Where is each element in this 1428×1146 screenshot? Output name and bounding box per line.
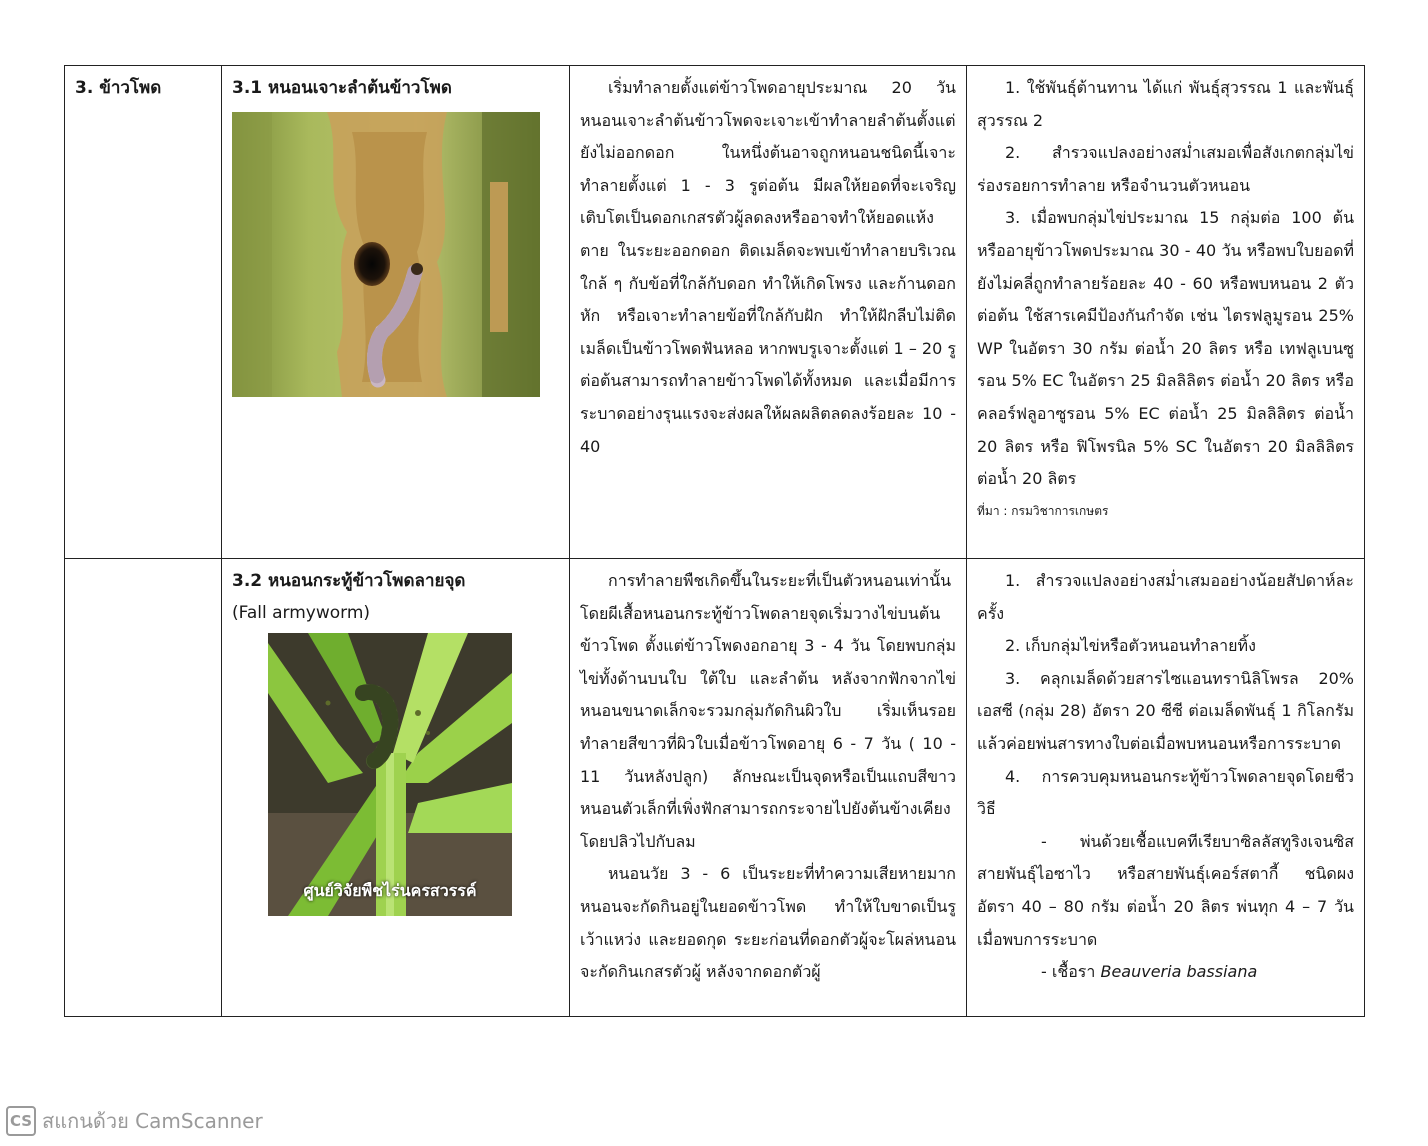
damage-description: เริ่มทำลายตั้งแต่ข้าวโพดอายุประมาณ 20 วัน หนอนเจาะลำต้นข้าวโพดจะเจาะเข้าทำลายลำต้นตั้งแต่ยังไม่ออกดอก ในหนึ่งต้นอาจถูกหนอนชนิดนี้เจาะทำลายตั้งแต่ 1 - 3 รูต่อต้น มีผลให้ยอดที่จะเจริญเติบโตเป็นดอกเกสรตัวผู้ลดลงหรืออาจทำให้ยอดแห้งตาย ในระยะออกดอก ติดเมล็ดจะพบเข้าทำลายบริเวณใกล้ ๆ กับข้อที่ใกล้กับดอก ทำให้เกิดโพรง และก้านดอกหัก หรือเจาะทำลายข้อที่ใกล้กับฝัก ทำให้ฝักลีบไม่ติดเมล็ดเป็นข้าวโพดฟันหลอ หากพบรูเจาะตั้งแต่ 1 – 20 รูต่อต้นสามารถทำลายข้าวโพดได้ทั้งหมด และเมื่อมีการระบาดอย่างรุนแรงจะส่งผลให้ผลผลิตลดลงร้อยละ 10 - 40 — [580, 78, 956, 456]
control-step: 3. คลุกเมล็ดด้วยสารไซแอนทรานิลิโพรล 20% เอสซี (กลุ่ม 28) อัตรา 20 ซีซี ต่อเมล็ดพันธุ์ 1 กิโลกรัม แล้วค่อยพ่นสารทางใบต่อเมื่อพบหนอนหรือการระบาด — [977, 668, 1354, 753]
fungus-scientific-name: Beauveria bassiana — [1100, 962, 1258, 982]
crop-cell — [65, 66, 222, 559]
pest-name-english: (Fall armyworm) — [232, 603, 371, 623]
source-note: ที่มา : กรมวิชาการเกษตร — [977, 503, 1109, 518]
damage-cell — [570, 66, 967, 559]
control-step: 2. เก็บกลุ่มไข่หรือตัวหนอนทำลายทิ้ง — [1005, 636, 1256, 656]
control-sub-step-fungus — [977, 956, 1354, 989]
control-step: 4. การควบคุมหนอนกระทู้ข้าวโพดลายจุดโดยชีววิธี — [977, 766, 1354, 819]
damage-paragraph: หนอนวัย 3 - 6 เป็นระยะที่ทำความเสียหายมาก หนอนจะกัดกินอยู่ในยอดข้าวโพด ทำให้ใบขาดเป็นรู เว้าแหว่ง และยอดกุด ระยะก่อนที่ดอกตัวผู้จะโผล่หนอนจะกัดกินเกสรตัวผู้ หลังจากดอกตัวผู้ — [580, 864, 956, 982]
crop-name: 3. ข้าวโพด — [75, 78, 162, 98]
control-step: 3. เมื่อพบกลุ่มไข่ประมาณ 15 กลุ่มต่อ 100 ต้น หรืออายุข้าวโพดประมาณ 30 - 40 วัน หรือพบใบยอดที่ยังไม่คลี่ถูกทำลายร้อยละ 40 - 60 หรือพบหนอน 2 ตัวต่อต้น ใช้สารเคมีป้องกันกำจัด เช่น ไตรฟลูมูรอน 25% WP ในอัตรา 30 กรัม ต่อน้ำ 20 ลิตร หรือ เทฟลูเบนซูรอน 5% EC ในอัตรา 25 มิลลิลิตร ต่อน้ำ 20 ลิตร หรือ คลอร์ฟลูอาซูรอน 5% EC ต่อน้ำ 25 มิลลิลิตร ต่อน้ำ 20 ลิตร หรือ ฟิโพรนิล 5% SC ในอัตรา 20 มิลลิลิตร ต่อน้ำ 20 ลิตร — [977, 208, 1354, 489]
photo-caption: ศูนย์วิจัยพืชไร่นครสวรรค์ — [303, 881, 477, 900]
pest-name: 3.2 หนอนกระทู้ข้าวโพดลายจุด — [232, 571, 466, 591]
control-step: 1. ใช้พันธุ์ต้านทาน ได้แก่ พันธุ์สุวรรณ 1 และพันธุ์สุวรรณ 2 — [977, 78, 1354, 130]
camscanner-footer — [6, 1105, 263, 1137]
pest-control-table — [64, 65, 1365, 1017]
crop-cell-empty — [65, 559, 222, 1017]
camscanner-text: สแกนด้วย CamScanner — [42, 1109, 263, 1133]
control-step: 2. สำรวจแปลงอย่างสม่ำเสมอเพื่อสังเกตกลุ่มไข่ ร่องรอยการทำลาย หรือจำนวนตัวหนอน — [977, 143, 1354, 195]
pest-name: 3.1 หนอนเจาะลำต้นข้าวโพด — [232, 78, 452, 98]
damage-cell — [570, 559, 967, 1017]
table-row — [65, 66, 1365, 559]
control-sub-step: - พ่นด้วยเชื้อแบคทีเรียบาซิลลัสทูริงเจนซิส สายพันธุ์ไอซาไว หรือสายพันธุ์เคอร์สตากี้ ชนิดผง อัตรา 40 – 80 กรัม ต่อน้ำ 20 ลิตร พ่นทุก 4 – 7 วัน เมื่อพบการระบาด — [977, 831, 1354, 949]
camscanner-logo: CS — [6, 1106, 36, 1136]
damage-paragraph: การทำลายพืชเกิดขึ้นในระยะที่เป็นตัวหนอนเท่านั้น โดยผีเสื้อหนอนกระทู้ข้าวโพดลายจุดเริ่มวางไข่บนต้นข้าวโพด ตั้งแต่ข้าวโพดงอกอายุ 3 - 4 วัน โดยพบกลุ่มไข่ทั้งด้านบนใบ ใต้ใบ และลำต้น หลังจากฟักจากไข่ หนอนขนาดเล็กจะรวมกลุ่มกัดกินผิวใบ เริ่มเห็นรอยทำลายสีขาวที่ผิวใบเมื่อข้าวโพดอายุ 6 - 7 วัน ( 10 - 11 วันหลังปลูก) ลักษณะเป็นจุดหรือเป็นแถบสีขาว หนอนตัวเล็กที่เพิ่งฟักสามารถกระจายไปยังต้นข้างเคียงโดยปลิวไปกับลม — [580, 571, 956, 851]
stem-borer-photo — [232, 112, 540, 397]
pest-cell — [222, 559, 570, 1017]
fungus-prefix: - เชื้อรา — [1041, 962, 1101, 982]
control-cell — [967, 559, 1365, 1017]
control-cell — [967, 66, 1365, 559]
control-step: 1. สำรวจแปลงอย่างสม่ำเสมออย่างน้อยสัปดาห์ละครั้ง — [977, 571, 1354, 623]
armyworm-photo — [268, 633, 512, 916]
pest-cell — [222, 66, 570, 559]
table-row — [65, 559, 1365, 1017]
